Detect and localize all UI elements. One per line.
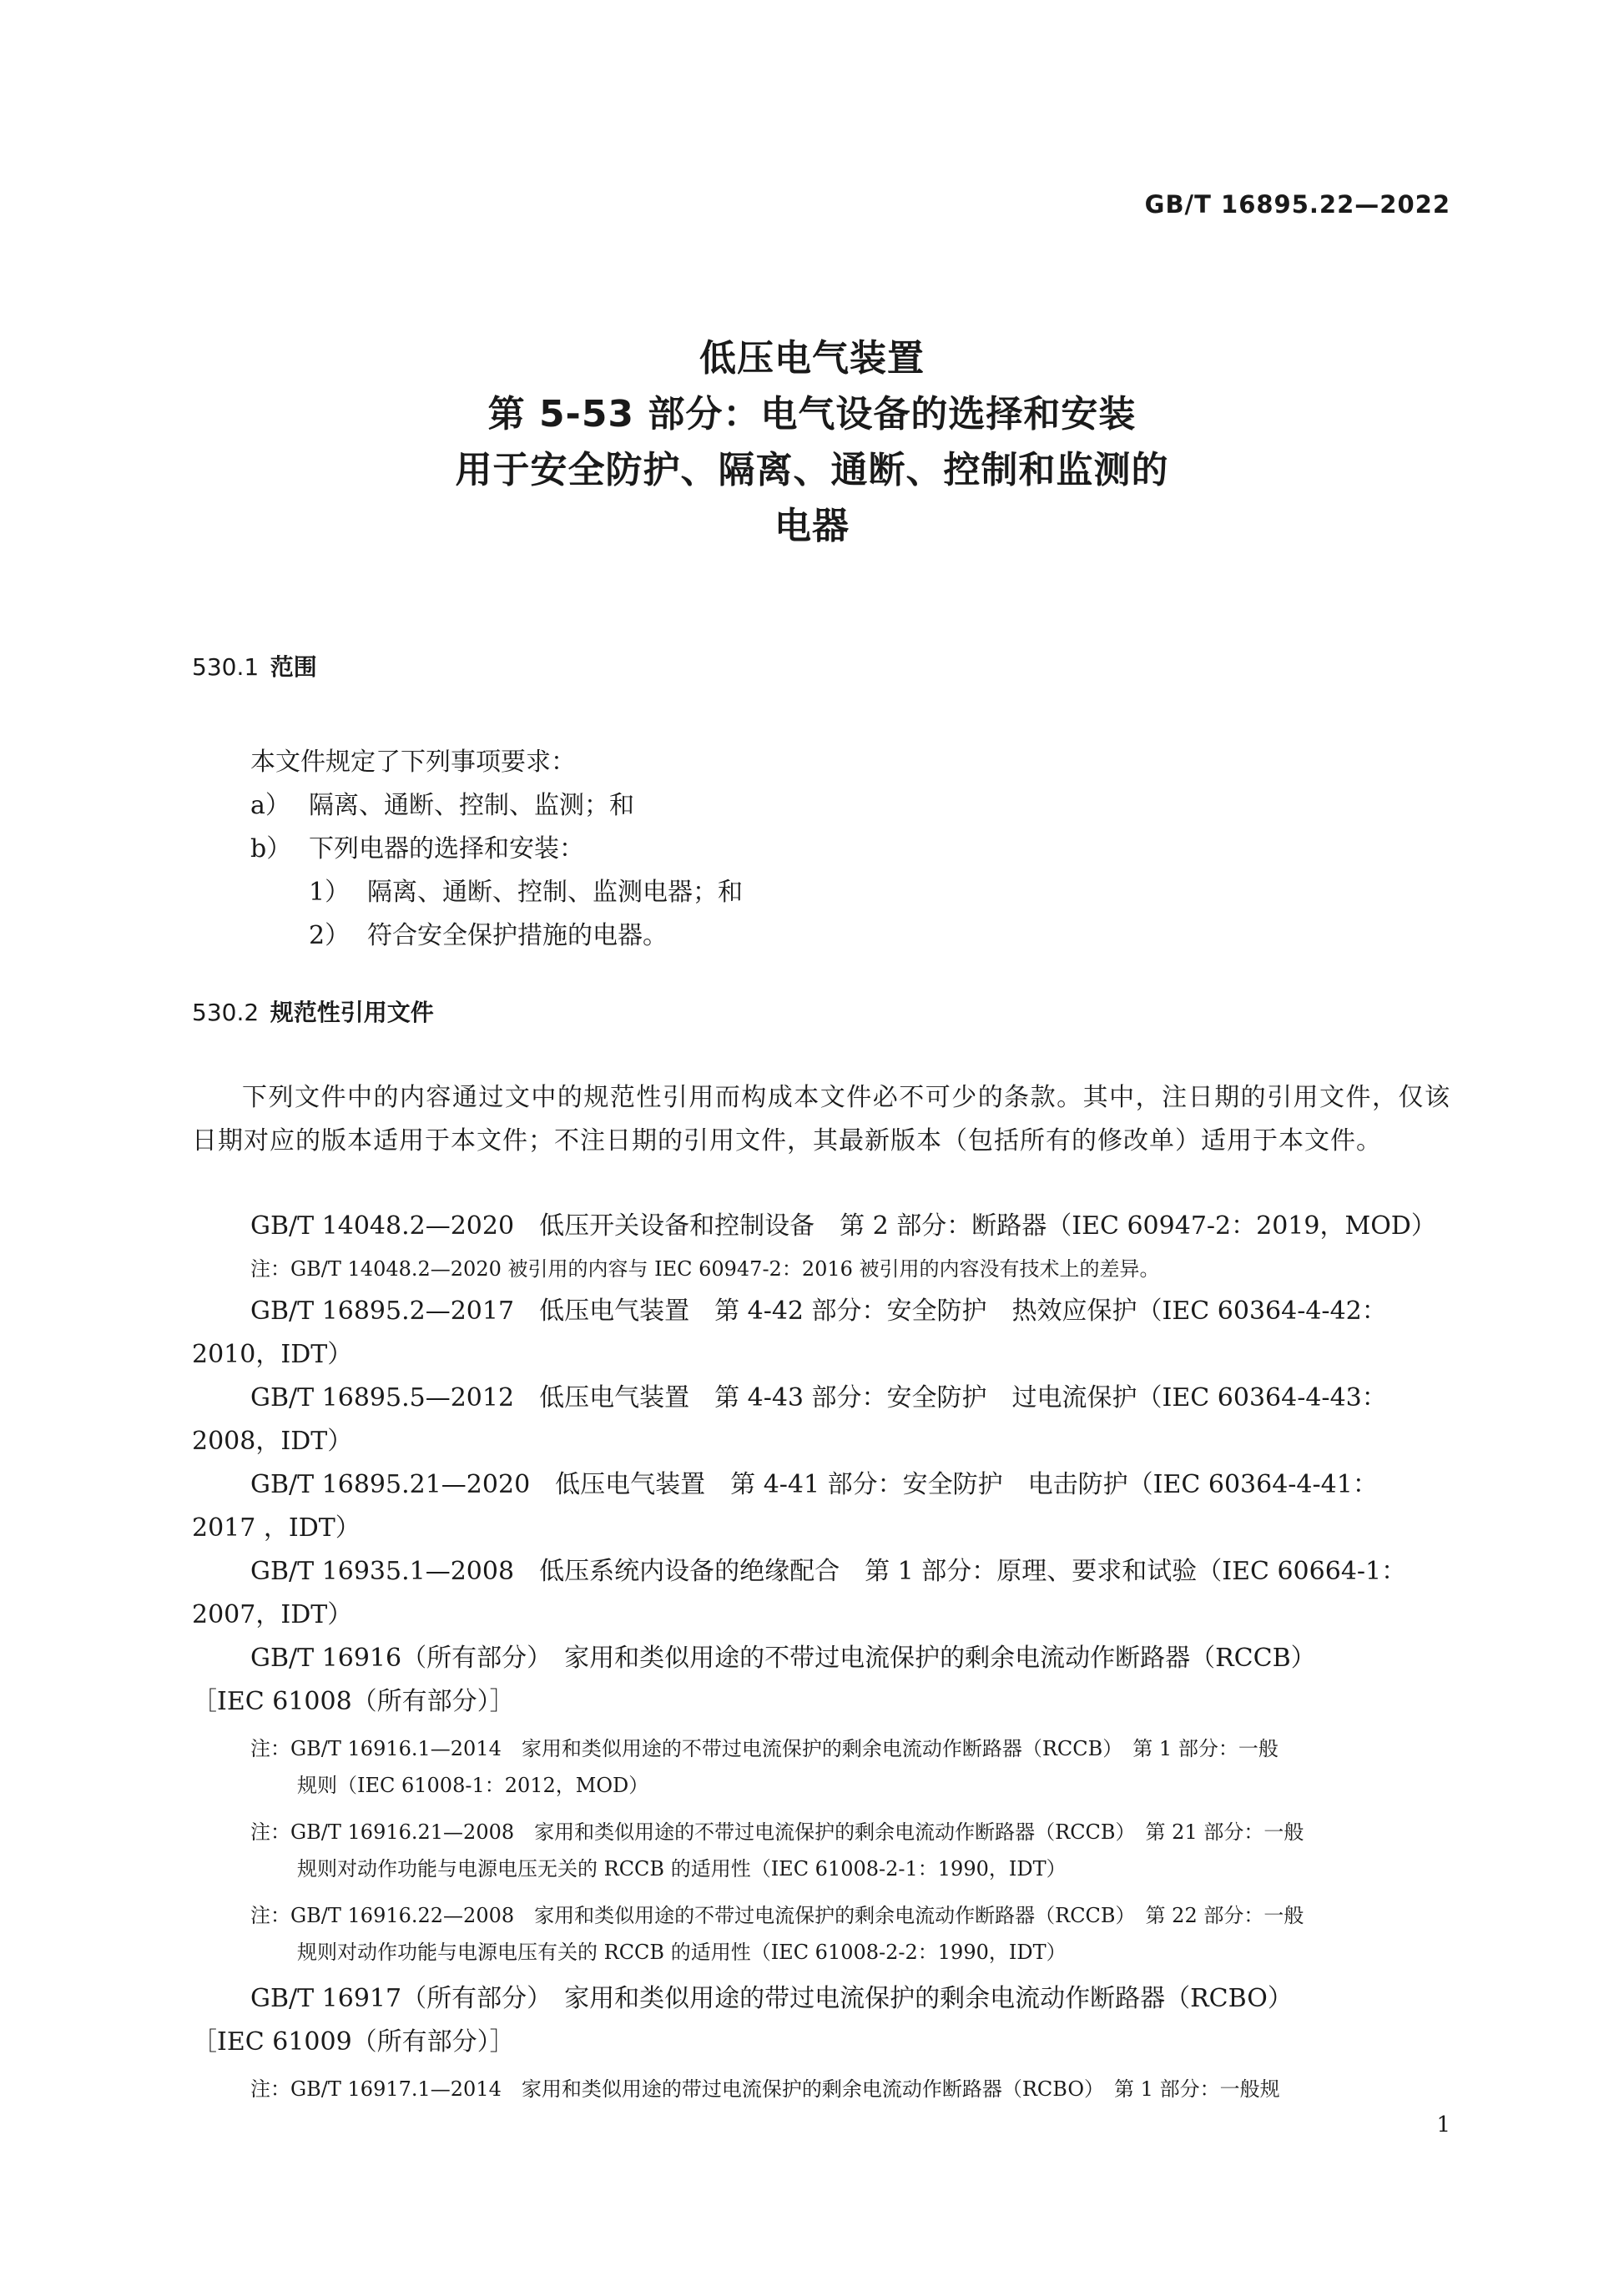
reference-entry: GB/T 14048.2—2020 低压开关设备和控制设备 第 2 部分：断路器（IEC 60947-2：2019，MOD） xyxy=(250,1211,1436,1241)
title-line-3: 用于安全防护、隔离、通断、控制和监测的 xyxy=(455,449,1169,491)
list-label: a） xyxy=(250,791,290,820)
section-number: 530.1 xyxy=(192,653,260,681)
reference-note: 注：GB/T 16916.22—2008 家用和类似用途的不带过电流保护的剩余电流动作断路器（RCCB） 第 22 部分：一般 xyxy=(250,1904,1304,1927)
page-number: 1 xyxy=(1436,2112,1450,2137)
reference-entry-cont: 2007，IDT） xyxy=(192,1600,353,1629)
sub-list-item xyxy=(309,914,668,951)
sub-list-item xyxy=(309,871,743,908)
list-label: 1） xyxy=(309,878,351,907)
reference-entry-cont: 2010，IDT） xyxy=(192,1340,353,1369)
reference-note-cont: 规则（IEC 61008-1：2012，MOD） xyxy=(297,1774,649,1797)
reference-entry: GB/T 16895.5—2012 低压电气装置 第 4-43 部分：安全防护 过电流保护（IEC 60364-4-43： xyxy=(250,1383,1387,1412)
list-text: 隔离、通断、控制、监测电器；和 xyxy=(367,878,743,907)
standard-number: GB/T 16895.22—2022 xyxy=(1144,190,1450,219)
reference-note: 注：GB/T 14048.2—2020 被引用的内容与 IEC 60947-2：2016 被引用的内容没有技术上的差异。 xyxy=(250,1257,1160,1281)
section-number: 530.2 xyxy=(192,999,260,1026)
section-heading-references xyxy=(192,994,434,1028)
title-line-4: 电器 xyxy=(774,505,850,547)
list-text: 下列电器的选择和安装： xyxy=(309,834,584,864)
reference-entry-cont: 2008，IDT） xyxy=(192,1427,353,1456)
reference-entry: GB/T 16935.1—2008 低压系统内设备的绝缘配合 第 1 部分：原理、要求和试验（IEC 60664-1： xyxy=(250,1557,1407,1586)
section-title: 规范性引用文件 xyxy=(270,999,434,1026)
title-line-2: 第 5-53 部分：电气设备的选择和安装 xyxy=(487,393,1137,436)
section-heading-scope xyxy=(192,649,317,682)
reference-note: 注：GB/T 16916.21—2008 家用和类似用途的不带过电流保护的剩余电流动作断路器（RCCB） 第 21 部分：一般 xyxy=(250,1820,1304,1844)
scope-intro: 本文件规定了下列事项要求： xyxy=(250,748,576,777)
list-label: 2） xyxy=(309,921,351,950)
reference-entry: GB/T 16895.21—2020 低压电气装置 第 4-41 部分：安全防护 电击防护（IEC 60364-4-41： xyxy=(250,1470,1378,1499)
reference-entry-cont: ［IEC 61008（所有部分）］ xyxy=(192,1687,515,1716)
reference-entry-cont: 2017 ，IDT） xyxy=(192,1513,361,1543)
list-text: 符合安全保护措施的电器。 xyxy=(367,921,668,950)
reference-entry-cont: ［IEC 61009（所有部分）］ xyxy=(192,2027,515,2057)
reference-note-cont: 规则对动作功能与电源电压有关的 RCCB 的适用性（IEC 61008-2-2：1990，IDT） xyxy=(297,1941,1067,1964)
list-item xyxy=(250,784,634,821)
list-label: b） xyxy=(250,834,292,864)
references-paragraph: 下列文件中的内容通过文中的规范性引用而构成本文件必不可少的条款。其中，注日期的引用文件，仅该日期对应的版本适用于本文件；不注日期的引用文件，其最新版本（包括所有的修改单）适用于本文件。 xyxy=(192,1083,1450,1156)
reference-note: 注：GB/T 16916.1—2014 家用和类似用途的不带过电流保护的剩余电流动作断路器（RCCB） 第 1 部分：一般 xyxy=(250,1737,1279,1760)
reference-entry: GB/T 16917（所有部分） 家用和类似用途的带过电流保护的剩余电流动作断路器（RCBO） xyxy=(250,1984,1293,2013)
reference-entry: GB/T 16895.2—2017 低压电气装置 第 4-42 部分：安全防护 热效应保护（IEC 60364-4-42： xyxy=(250,1297,1387,1326)
reference-entry: GB/T 16916（所有部分） 家用和类似用途的不带过电流保护的剩余电流动作断路器（RCCB） xyxy=(250,1644,1316,1673)
section-title: 范围 xyxy=(270,653,317,681)
list-text: 隔离、通断、控制、监测；和 xyxy=(309,791,634,820)
reference-note: 注：GB/T 16917.1—2014 家用和类似用途的带过电流保护的剩余电流动作断路器（RCBO） 第 1 部分：一般规 xyxy=(250,2077,1280,2101)
reference-note-cont: 规则对动作功能与电源电压无关的 RCCB 的适用性（IEC 61008-2-1：1990，IDT） xyxy=(297,1857,1067,1881)
document-title xyxy=(0,330,1624,554)
list-item xyxy=(250,828,584,864)
title-line-1: 低压电气装置 xyxy=(699,337,925,380)
